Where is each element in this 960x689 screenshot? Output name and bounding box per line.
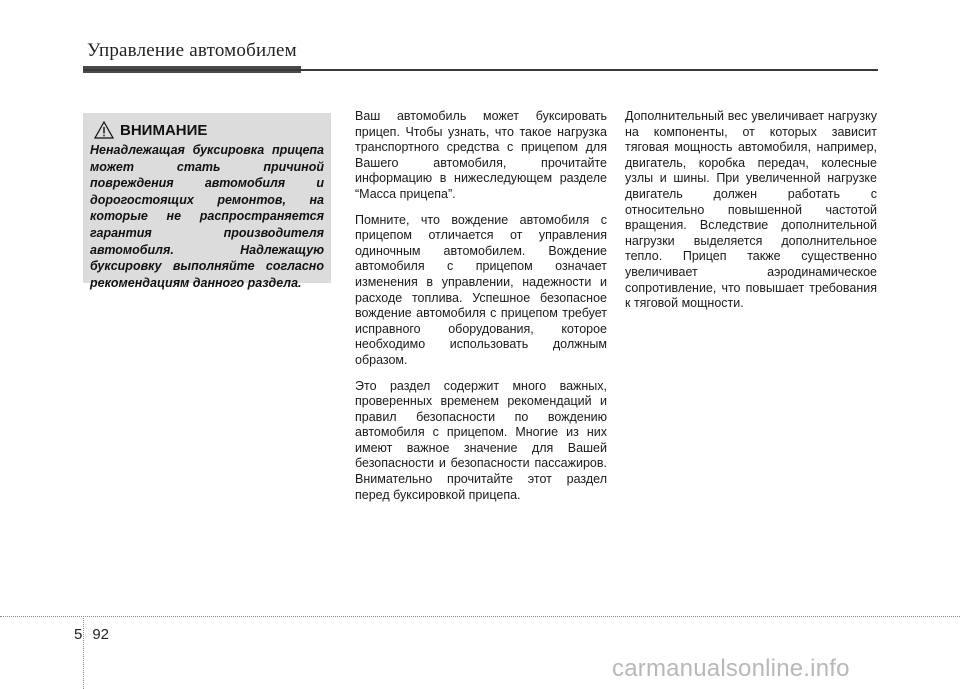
header-divider <box>83 69 878 71</box>
watermark: carmanualsonline.info <box>612 655 850 682</box>
page-number <box>74 626 109 643</box>
paragraph: Ваш автомобиль может буксировать прицеп. Чтобы узнать, что такое нагрузка транспортного средства с прицепом для Вашего автомобиля, прочитайте информацию в нижеследующем разделе “Масса прицепа”. <box>355 109 607 201</box>
footer-divider <box>0 616 960 617</box>
warning-heading-label: ВНИМАНИЕ <box>120 121 208 139</box>
paragraph: Помните, что вождение автомобиля с прицепом отличается от управления одиночным автомобилем. Вождение автомобиля с прицепом означает изменения в управлении, надежности и расходе топлива. Успешное безопасное вождение автомобиля с прицепом требует исправного оборудования, которое необходимо использовать должным образом. <box>355 212 607 367</box>
warning-heading <box>94 120 324 140</box>
text-column-right <box>625 109 877 322</box>
paragraph: Это раздел содержит много важных, проверенных временем рекомендаций и правил безопасности по вождению автомобиля с прицепом. Многие из них имеют важное значение для Вашей безопасности и безопасности пассажиров. Внимательно прочитайте этот раздел перед буксировкой прицепа. <box>355 378 607 502</box>
warning-box <box>83 113 331 290</box>
text-column-middle <box>355 109 607 513</box>
warning-triangle-icon <box>94 121 114 139</box>
paragraph: Дополнительный вес увеличивает нагрузку на компоненты, от которых зависит тяговая мощность автомобиля, например, двигатель, коробка передач, колесные узлы и шины. При увеличенной нагрузке двигатель должен работать с относительно повышенной частотой вращения. Вследствие дополнительной нагрузки выделяется дополнительное тепло. Прицеп также существенно увеличивает аэродинамическое сопротивление, что повышает требования к тяговой мощности. <box>625 109 877 311</box>
page-number-value: 92 <box>92 626 110 643</box>
warning-text: Ненадлежащая буксировка прицепа может стать причиной повреждения автомобиля и дорогостоящих ремонтов, на которые не распространяется гарантия производителя автомобиля. Надлежащую буксировку выполняйте согласно рекомендациям данного раздела. <box>90 143 324 290</box>
section-number: 5 <box>74 626 83 643</box>
page-title: Управление автомобилем <box>87 40 297 61</box>
